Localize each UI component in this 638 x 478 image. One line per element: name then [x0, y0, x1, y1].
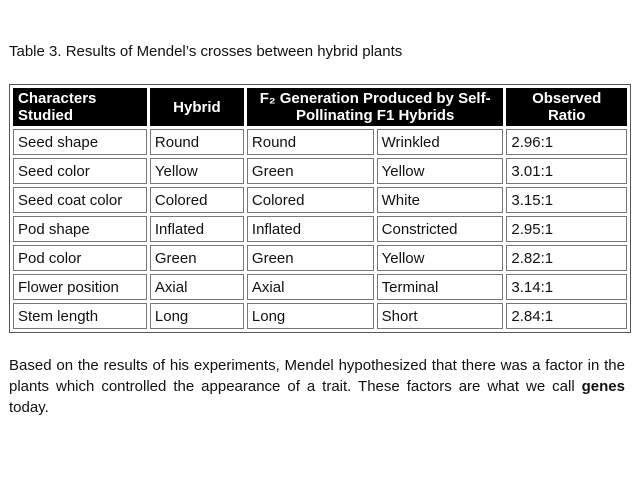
cell-hybrid: Inflated: [150, 216, 244, 242]
cell-f2-recessive: Constricted: [377, 216, 504, 242]
cell-f2-dominant: Round: [247, 129, 374, 155]
header-f2-generation: F₂ Generation Produced by Self-Pollinating F1 Hybrids: [247, 88, 503, 126]
cell-observed-ratio: 2.84:1: [506, 303, 627, 329]
cell-hybrid: Axial: [150, 274, 244, 300]
cell-character: Pod shape: [13, 216, 147, 242]
cell-f2-recessive: Terminal: [377, 274, 504, 300]
cell-f2-recessive: Wrinkled: [377, 129, 504, 155]
table-row: [13, 274, 627, 300]
cell-hybrid: Round: [150, 129, 244, 155]
cell-hybrid: Yellow: [150, 158, 244, 184]
cell-character: Seed color: [13, 158, 147, 184]
table-row: [13, 187, 627, 213]
cell-observed-ratio: 2.95:1: [506, 216, 627, 242]
cell-f2-dominant: Green: [247, 158, 374, 184]
cell-f2-dominant: Green: [247, 245, 374, 271]
cell-f2-recessive: Yellow: [377, 158, 504, 184]
explanation-paragraph: [9, 355, 625, 418]
cell-character: Seed shape: [13, 129, 147, 155]
cell-character: Seed coat color: [13, 187, 147, 213]
header-characters-studied: Characters Studied: [13, 88, 147, 126]
cell-observed-ratio: 3.14:1: [506, 274, 627, 300]
cell-f2-recessive: Short: [377, 303, 504, 329]
cell-observed-ratio: 2.96:1: [506, 129, 627, 155]
header-hybrid: Hybrid: [150, 88, 244, 126]
cell-f2-recessive: Yellow: [377, 245, 504, 271]
cell-f2-dominant: Inflated: [247, 216, 374, 242]
cell-observed-ratio: 2.82:1: [506, 245, 627, 271]
cell-hybrid: Colored: [150, 187, 244, 213]
cell-character: Stem length: [13, 303, 147, 329]
paragraph-text-after: today.: [9, 399, 49, 416]
cell-observed-ratio: 3.01:1: [506, 158, 627, 184]
cell-character: Pod color: [13, 245, 147, 271]
table-body: [13, 129, 627, 329]
table-row: [13, 158, 627, 184]
header-observed-ratio: Observed Ratio: [506, 88, 627, 126]
mendel-results-table: [9, 84, 631, 333]
cell-f2-recessive: White: [377, 187, 504, 213]
table-row: [13, 216, 627, 242]
table-caption: Table 3. Results of Mendel’s crosses between hybrid plants: [9, 43, 403, 60]
cell-observed-ratio: 3.15:1: [506, 187, 627, 213]
cell-f2-dominant: Colored: [247, 187, 374, 213]
cell-hybrid: Long: [150, 303, 244, 329]
cell-character: Flower position: [13, 274, 147, 300]
table-row: [13, 245, 627, 271]
table-row: [13, 129, 627, 155]
table-row: [13, 303, 627, 329]
cell-f2-dominant: Axial: [247, 274, 374, 300]
cell-f2-dominant: Long: [247, 303, 374, 329]
cell-hybrid: Green: [150, 245, 244, 271]
table-header-row: [13, 88, 627, 126]
paragraph-text-before: Based on the results of his experiments, Mendel hypothesized that there was a factor in the plants which controlled the appearance of a trait. These factors are what we call: [9, 357, 625, 395]
paragraph-bold-term: genes: [581, 378, 625, 395]
